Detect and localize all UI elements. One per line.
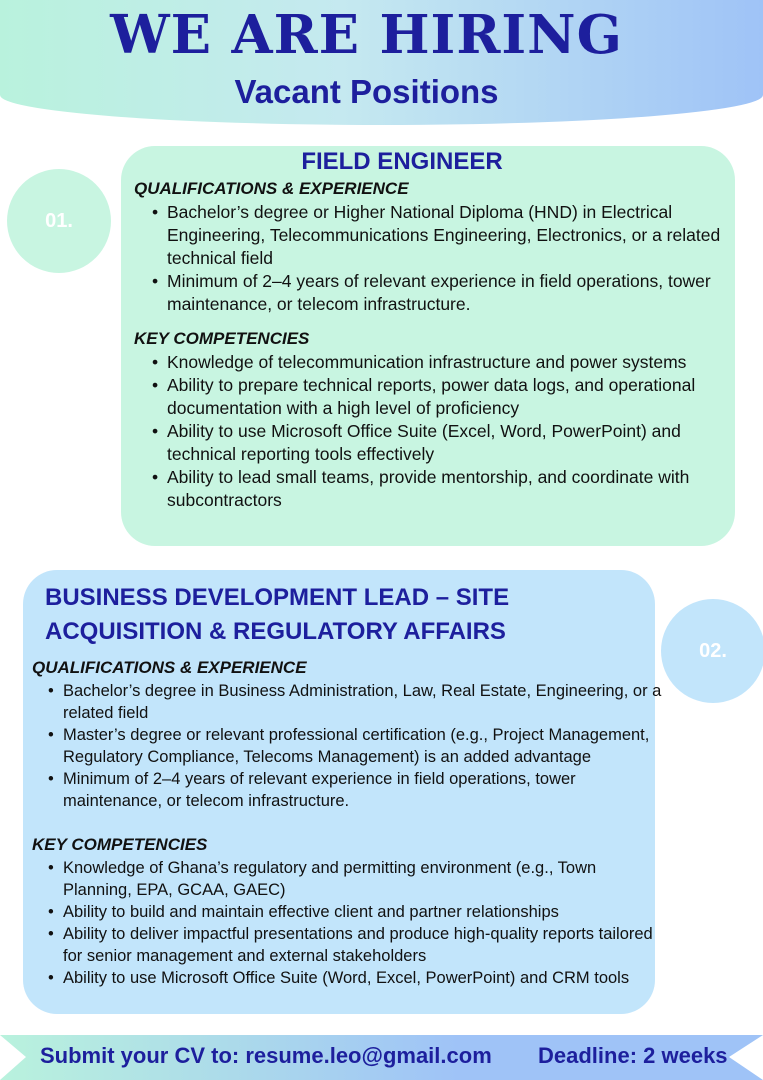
page-title: WE ARE HIRING	[110, 4, 623, 66]
list-item: • Ability to use Microsoft Office Suite (Word, Excel, PowerPoint) and CRM tools	[48, 969, 630, 987]
list-item: • Ability to lead small teams, provide mentorship, and coordinate with subcontractors	[152, 467, 690, 510]
competencies-heading: KEY COMPETENCIES	[32, 835, 208, 854]
list-item: • Knowledge of Ghana’s regulatory and permitting environment (e.g., Town Planning, EPA, GCAA, GAEC)	[48, 859, 597, 899]
list-item: • Minimum of 2–4 years of relevant experience in field operations, tower maintenance, or telecom infrastructure.	[48, 770, 576, 810]
list-item: • Master’s degree or relevant professional certification (e.g., Project Management, Regulatory Compliance, Telecoms Management) is an added advantage	[48, 726, 650, 766]
page-subtitle: Vacant Positions	[234, 73, 499, 110]
list-item: • Ability to prepare technical reports, power data logs, and operational documentation with a high level of proficiency	[152, 375, 696, 418]
competencies-list	[48, 857, 663, 989]
list-item: • Ability to build and maintain effective client and partner relationships	[48, 903, 559, 921]
position-number: 01.	[45, 209, 73, 232]
position-number-badge	[11, 173, 107, 269]
job-title	[45, 581, 565, 649]
list-item: • Bachelor’s degree or Higher National Diploma (HND) in Electrical Engineering, Telecommunications Engineering, Electronics, or a related technical field	[152, 202, 721, 268]
job-title: FIELD ENGINEER	[301, 148, 503, 175]
qualifications-heading: QUALIFICATIONS & EXPERIENCE	[32, 658, 307, 677]
position-number-badge	[665, 603, 761, 699]
footer-notch	[729, 1035, 763, 1080]
job-title-line: ACQUISITION & REGULATORY AFFAIRS	[45, 618, 506, 645]
qualifications-heading: QUALIFICATIONS & EXPERIENCE	[134, 179, 409, 198]
job-title-line: BUSINESS DEVELOPMENT LEAD – SITE	[45, 584, 510, 611]
competencies-list	[152, 351, 727, 512]
competencies-heading: KEY COMPETENCIES	[134, 329, 310, 348]
list-item: • Bachelor’s degree in Business Administration, Law, Real Estate, Engineering, or a related field	[48, 682, 662, 722]
position-number: 02.	[699, 639, 727, 662]
qualifications-list	[152, 201, 727, 316]
submit-cv-email: Submit your CV to: resume.leo@gmail.com	[40, 1043, 492, 1068]
list-item: • Ability to use Microsoft Office Suite (Excel, Word, PowerPoint) and technical reporting tools effectively	[152, 421, 681, 464]
deadline-text: Deadline: 2 weeks	[538, 1043, 728, 1068]
list-item: • Ability to deliver impactful presentations and produce high-quality reports tailored for senior management and external stakeholders	[48, 925, 653, 965]
footer-notch	[0, 1035, 26, 1080]
list-item: • Minimum of 2–4 years of relevant experience in field operations, tower maintenance, or telecom infrastructure.	[152, 271, 711, 314]
qualifications-list	[48, 680, 663, 812]
list-item: • Knowledge of telecommunication infrastructure and power systems	[152, 352, 687, 372]
